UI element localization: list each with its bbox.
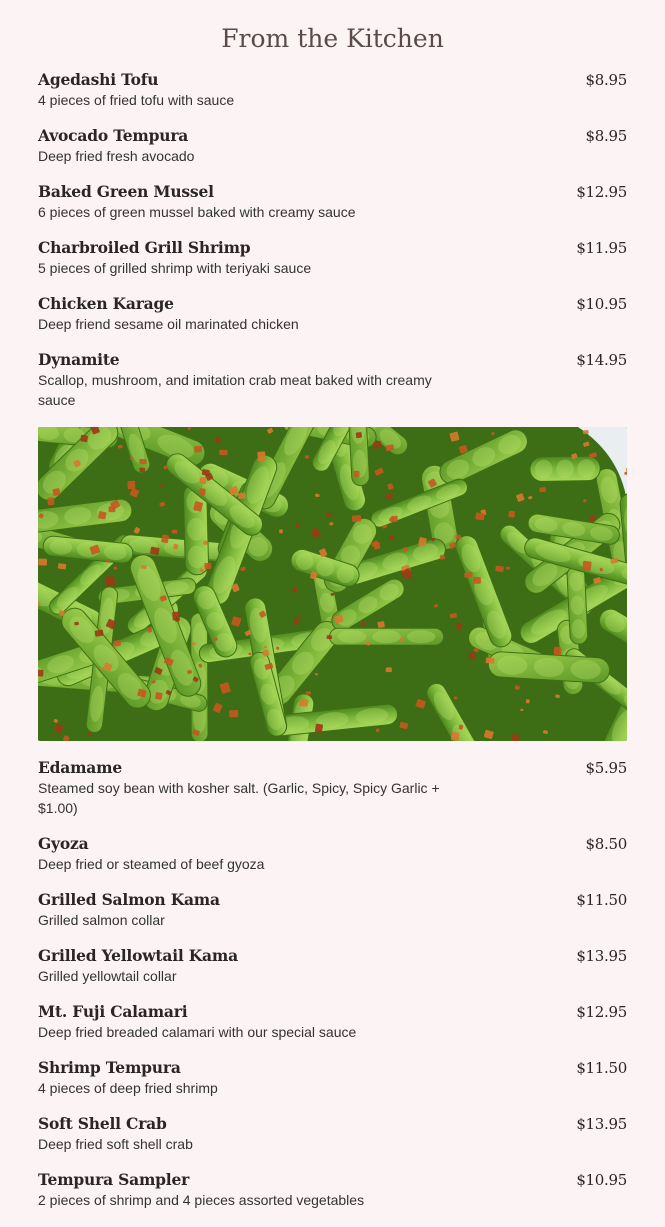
- item-price: $13.95: [576, 1115, 627, 1133]
- menu-item-avocado-tempura: [38, 126, 627, 182]
- item-description: Deep friend sesame oil marinated chicken: [38, 316, 299, 332]
- menu-item-dynamite: [38, 350, 627, 426]
- menu-list-top: [38, 70, 627, 426]
- item-price: $8.95: [585, 127, 627, 145]
- item-description: 2 pieces of shrimp and 4 pieces assorted vegetables: [38, 1192, 365, 1208]
- menu-item-chicken-karage: [38, 294, 627, 350]
- item-name: Shrimp Tempura: [38, 1058, 181, 1077]
- item-price: $11.50: [576, 891, 627, 909]
- item-name: Edamame: [38, 758, 123, 777]
- item-price: $13.95: [576, 947, 627, 965]
- menu-item-mt-fuji-calamari: [38, 1002, 627, 1058]
- item-name: Grilled Salmon Kama: [38, 890, 220, 909]
- item-description: Deep fried breaded calamari with our special sauce: [38, 1024, 357, 1040]
- item-description: Scallop, mushroom, and imitation crab meat baked with creamy sauce: [38, 372, 432, 408]
- item-name: Tempura Sampler: [38, 1170, 190, 1189]
- item-description: 4 pieces of fried tofu with sauce: [38, 92, 235, 108]
- menu-item-edamame: [38, 758, 627, 834]
- menu-item-baked-green-mussel: [38, 182, 627, 238]
- page-title: From the Kitchen: [221, 24, 444, 53]
- item-price: $12.95: [576, 183, 627, 201]
- item-price: $10.95: [576, 1171, 627, 1189]
- item-price: $8.95: [585, 71, 627, 89]
- menu-item-shrimp-tempura: [38, 1058, 627, 1114]
- item-description: 4 pieces of deep fried shrimp: [38, 1080, 218, 1096]
- item-name: Baked Green Mussel: [38, 182, 214, 201]
- item-name: Grilled Yellowtail Kama: [38, 946, 238, 965]
- item-description: Grilled salmon collar: [38, 912, 165, 928]
- item-price: $12.95: [576, 1003, 627, 1021]
- item-name: Agedashi Tofu: [38, 70, 159, 89]
- item-description: Deep fried soft shell crab: [38, 1136, 193, 1152]
- item-price: $10.95: [576, 295, 627, 313]
- item-description: Steamed soy bean with kosher salt. (Garlic, Spicy, Spicy Garlic + $1.00): [38, 780, 440, 816]
- edamame-photo: [38, 427, 627, 741]
- item-description: Grilled yellowtail collar: [38, 968, 177, 984]
- item-name: Gyoza: [38, 834, 89, 853]
- menu-item-gyoza: [38, 834, 627, 890]
- menu-item-grilled-yellowtail-kama: [38, 946, 627, 1002]
- item-name: Charbroiled Grill Shrimp: [38, 238, 251, 257]
- item-name: Chicken Karage: [38, 294, 174, 313]
- menu-item-charbroiled-grill-shrimp: [38, 238, 627, 294]
- item-price: $8.50: [585, 835, 627, 853]
- item-description: Deep fried or steamed of beef gyoza: [38, 856, 265, 872]
- item-name: Avocado Tempura: [38, 126, 189, 145]
- item-name: Soft Shell Crab: [38, 1114, 167, 1133]
- menu-list-bottom: [38, 758, 627, 1226]
- item-price: $5.95: [585, 759, 627, 777]
- menu-item-soft-shell-crab: [38, 1114, 627, 1170]
- item-description: Deep fried fresh avocado: [38, 148, 195, 164]
- item-description: 6 pieces of green mussel baked with creamy sauce: [38, 204, 356, 220]
- menu-item-agedashi-tofu: [38, 70, 627, 126]
- item-name: Mt. Fuji Calamari: [38, 1002, 188, 1021]
- menu-item-tempura-sampler: [38, 1170, 627, 1226]
- item-description: 5 pieces of grilled shrimp with teriyaki sauce: [38, 260, 312, 276]
- item-name: Dynamite: [38, 350, 120, 369]
- item-price: $11.95: [576, 239, 627, 257]
- item-price: $14.95: [576, 351, 627, 369]
- item-price: $11.50: [576, 1059, 627, 1077]
- menu-item-grilled-salmon-kama: [38, 890, 627, 946]
